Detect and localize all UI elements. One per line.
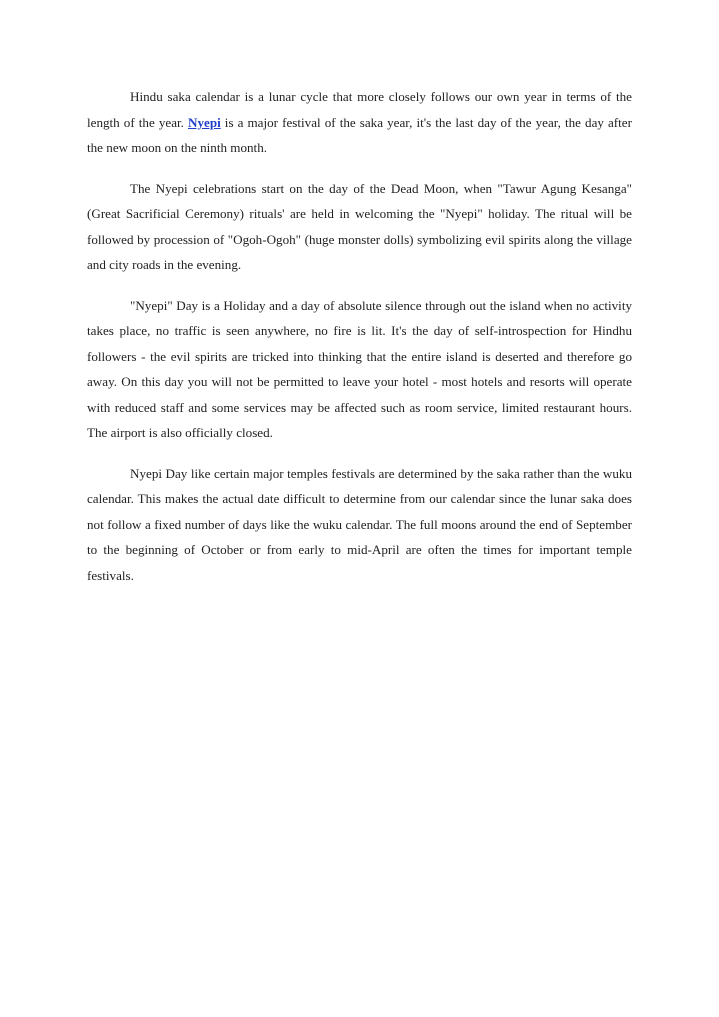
- document-body: [87, 84, 632, 603]
- paragraph-1-text-before: Hindu saka calendar is a lunar cycle that more closely follows our own year in terms of the length of the year.: [87, 89, 632, 130]
- paragraph-3: "Nyepi" Day is a Holiday and a day of absolute silence through out the island when no activity takes place, no traffic is seen anywhere, no fire is lit. It's the day of self-introspection for Hindhu followers - the evil spirits are tricked into thinking that the entire island is deserted and therefore go away. On this day you will not be permitted to leave your hotel - most hotels and resorts will operate with reduced staff and some services may be affected such as room service, limited restaurant hours. The airport is also officially closed.: [87, 297, 632, 440]
- paragraph-4: Nyepi Day like certain major temples festivals are determined by the saka rather than the wuku calendar. This makes the actual date difficult to determine from our calendar since the lunar saka does not follow a fixed number of days like the wuku calendar. The full moons around the end of September to the beginning of October or from early to mid-April are often the times for important temple festivals.: [87, 465, 632, 583]
- paragraph-2: The Nyepi celebrations start on the day of the Dead Moon, when "Tawur Agung Kesanga" (Great Sacrificial Ceremony) rituals' are held in welcoming the "Nyepi" holiday. The ritual will be followed by procession of "Ogoh-Ogoh" (huge monster dolls) symbolizing evil spirits along the village and city roads in the evening.: [87, 180, 632, 272]
- paragraph-1-text-after: is a major festival of the saka year, it's the last day of the year, the day after the new moon on the ninth month.: [87, 114, 632, 155]
- paragraph-1: [87, 84, 632, 161]
- nyepi-link[interactable]: Nyepi: [188, 114, 221, 130]
